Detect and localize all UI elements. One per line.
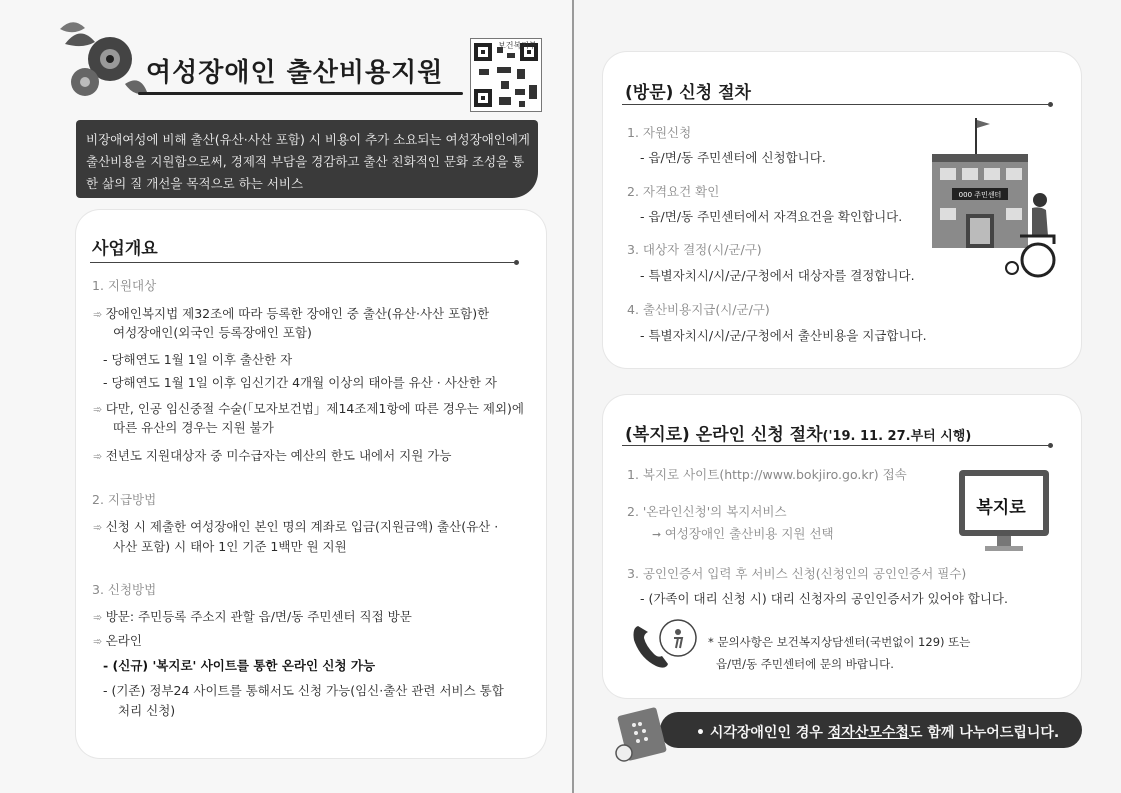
braille-book-icon [614, 705, 674, 765]
banner-text: • 시각장애인인 경우 점자산모수첩도 함께 나누어드립니다. [696, 725, 1060, 741]
contact-note: 읍/면/동 주민센터에 문의 바랍니다. [716, 657, 894, 671]
arrow-bullet-icon: ➾ [93, 521, 106, 534]
visit-rule [622, 104, 1050, 105]
list-item: - 당해연도 1월 1일 이후 임신기간 4개월 이상의 태아를 유산 · 사산한 자 [103, 375, 497, 390]
monitor-icon [957, 468, 1052, 556]
step-label: 2. 자격요건 확인 [627, 184, 720, 199]
list-item: - (기존) 정부24 사이트를 통해서도 신청 가능(임신·출산 관련 서비스 통합 [103, 683, 504, 698]
list-item-cont: 처리 신청) [118, 703, 176, 718]
online-step: 1. 복지로 사이트(http://www.bokjiro.go.kr) 접속 [627, 467, 907, 482]
arrow-bullet-icon: ➾ [93, 635, 106, 648]
arrow-bullet-icon: ➾ [93, 611, 106, 624]
list-item: ➾ 온라인 [93, 633, 142, 648]
flower-decoration-icon [55, 14, 150, 104]
list-item: ➾ 신청 시 제출한 여성장애인 본인 명의 계좌로 입금(지원금액) 출산(유산 · [93, 519, 499, 534]
step-text: - 읍/면/동 주민센터에서 자격요건을 확인합니다. [640, 209, 903, 224]
payment-method-label: 2. 지급방법 [92, 492, 157, 507]
intro-box [76, 120, 538, 198]
step-label: 4. 출산비용지급(시/군/구) [627, 302, 770, 317]
intro-text: 비장애여성에 비해 출산(유산·사산 포함) 시 비용이 추가 소요되는 여성장애인에게 출산비용을 지원함으로써, 경제적 부담을 경감하고 출산 친화적인 문화 조성을 통한 삶의 질 개선을 목적으로 하는 서비스 [86, 132, 530, 191]
visit-title: (방문) 신청 절차 [625, 83, 751, 103]
title-underline [138, 92, 463, 95]
list-item: - (신규) '복지로' 사이트를 통한 온라인 신청 가능 [103, 658, 376, 673]
arrow-icon: ➞ [652, 528, 665, 541]
list-item-cont: 여성장애인(외국인 등록장애인 포함) [113, 325, 312, 340]
community-center-icon [928, 118, 1068, 278]
list-item: ➾ 장애인복지법 제32조에 따라 등록한 장애인 중 출산(유산·사산 포함)한 [93, 306, 490, 321]
qr-label: 보건복지부 [498, 41, 537, 50]
step-label: 1. 자원신청 [627, 125, 692, 140]
online-title: (복지로) 온라인 신청 절차('19. 11. 27.부터 시행) [625, 425, 972, 445]
step-text: - 특별자치시/시/군/구청에서 출산비용을 지급합니다. [640, 328, 927, 343]
overview-rule [90, 262, 516, 263]
arrow-bullet-icon: ➾ [93, 403, 106, 416]
online-rule [622, 445, 1050, 446]
online-substep: ➞ 여성장애인 출산비용 지원 선택 [652, 526, 834, 541]
step-text: - 특별자치시/시/군/구청에서 대상자를 결정합니다. [640, 268, 915, 283]
list-item: ➾ 다만, 인공 임신중절 수술(「모자보건법」제14조제1항에 따른 경우는 제외)에 [93, 401, 524, 416]
step-label: 3. 대상자 결정(시/군/구) [627, 242, 762, 257]
list-item-cont: 사산 포함) 시 태아 1인 기준 1백만 원 지원 [113, 539, 347, 554]
overview-title: 사업개요 [92, 239, 158, 259]
online-substep: - (가족이 대리 신청 시) 대리 신청자의 공인인증서가 있어야 합니다. [640, 591, 1008, 606]
list-item: ➾ 전년도 지원대상자 중 미수급자는 예산의 한도 내에서 지원 가능 [93, 448, 452, 463]
apply-method-label: 3. 신청방법 [92, 582, 157, 597]
contact-note: * 문의사항은 보건복지상담센터(국번없이 129) 또는 [708, 635, 971, 649]
online-step: 2. '온라인신청'의 복지서비스 [627, 504, 787, 519]
step-text: - 읍/면/동 주민센터에 신청합니다. [640, 150, 826, 165]
phone-icon [628, 616, 700, 674]
page-title: 여성장애인 출산비용지원 [146, 58, 444, 88]
support-target-label: 1. 지원대상 [92, 278, 157, 293]
arrow-bullet-icon: ➾ [93, 450, 106, 463]
monitor-logo: 복지로 [976, 498, 1026, 518]
building-sign: 000 주민센터 [958, 191, 1002, 199]
online-step: 3. 공인인증서 입력 후 서비스 신청(신청인의 공인인증서 필수) [627, 566, 967, 581]
list-item: - 당해연도 1월 1일 이후 출산한 자 [103, 352, 293, 367]
arrow-bullet-icon: ➾ [93, 308, 106, 321]
list-item-cont: 따른 유산의 경우는 지원 불가 [113, 420, 274, 435]
list-item: ➾ 방문: 주민등록 주소지 관할 읍/면/동 주민센터 직접 방문 [93, 609, 412, 624]
